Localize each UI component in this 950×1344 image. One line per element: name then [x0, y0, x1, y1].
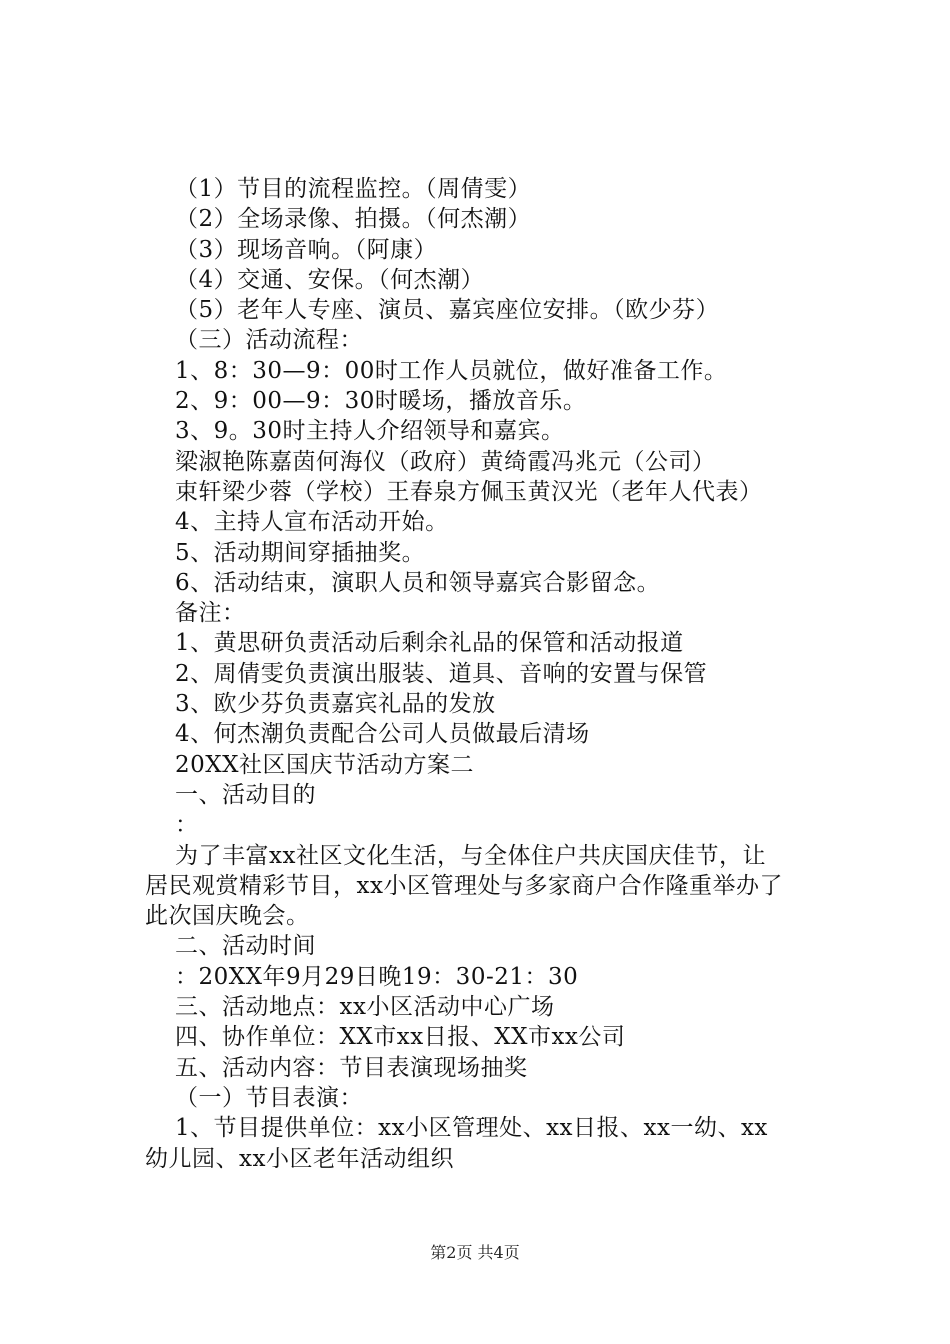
text-line: 1、8：30—9：00时工作人员就位，做好准备工作。 — [175, 357, 728, 384]
text-line: 梁淑艳陈嘉茵何海仪（政府）黄绮霞冯兆元（公司） — [175, 448, 716, 475]
section-heading: 二、活动时间 — [175, 933, 316, 960]
text-line: 3、欧少芬负责嘉宾礼品的发放 — [175, 691, 496, 718]
text-line: 2、9：00—9：30时暖场，播放音乐。 — [175, 388, 587, 415]
text-line: 1、节目提供单位：xx小区管理处、xx日报、xx一幼、xx — [175, 1115, 768, 1142]
text-line: 4、主持人宣布活动开始。 — [175, 509, 449, 536]
text-line: ：20XX年9月29日晚19：30-21：30 — [175, 963, 579, 990]
text-line: 四、协作单位：XX市xx日报、XX市xx公司 — [175, 1024, 626, 1051]
text-line: （2）全场录像、拍摄。（何杰潮） — [175, 206, 532, 233]
section-heading: （一）节目表演： — [175, 1084, 363, 1111]
section-heading: （三）活动流程： — [175, 327, 363, 354]
text-line: 三、活动地点：xx小区活动中心广场 — [175, 994, 555, 1021]
text-line: 4、何杰潮负责配合公司人员做最后清场 — [175, 721, 590, 748]
page-number: 第2页 共4页 — [430, 1243, 520, 1262]
text-line: 幼儿园、xx小区老年活动组织 — [145, 1145, 454, 1172]
text-line: （5）老年人专座、演员、嘉宾座位安排。（欧少芬） — [175, 297, 720, 324]
paragraph-line: 居民观赏精彩节目，xx小区管理处与多家商户合作隆重举办了 — [145, 872, 783, 899]
text-line: 6、活动结束，演职人员和领导嘉宾合影留念。 — [175, 569, 661, 596]
paragraph-line: 为了丰富xx社区文化生活，与全体住户共庆国庆佳节，让 — [175, 842, 766, 869]
text-line: 五、活动内容：节目表演现场抽奖 — [175, 1054, 528, 1081]
paragraph-line: 此次国庆晚会。 — [145, 903, 310, 930]
text-line: ： — [175, 812, 199, 839]
document-body — [145, 174, 845, 1174]
text-line: 束轩梁少蓉（学校）王春泉方佩玉黄汉光（老年人代表） — [175, 478, 763, 505]
text-line: 1、黄思研负责活动后剩余礼品的保管和活动报道 — [175, 630, 684, 657]
text-line: 5、活动期间穿插抽奖。 — [175, 539, 426, 566]
plan-title: 20XX社区国庆节活动方案二 — [175, 751, 475, 778]
text-line: 3、9。30时主持人介绍领导和嘉宾。 — [175, 418, 565, 445]
section-heading: 一、活动目的 — [175, 781, 316, 808]
text-line: （3）现场音响。（阿康） — [175, 236, 438, 263]
text-line: 2、周倩雯负责演出服装、道具、音响的安置与保管 — [175, 660, 708, 687]
paragraph — [145, 841, 845, 932]
notes-heading: 备注： — [175, 600, 246, 627]
text-line: （4）交通、安保。（何杰潮） — [175, 266, 485, 293]
text-line: （1）节目的流程监控。（周倩雯） — [175, 176, 532, 202]
